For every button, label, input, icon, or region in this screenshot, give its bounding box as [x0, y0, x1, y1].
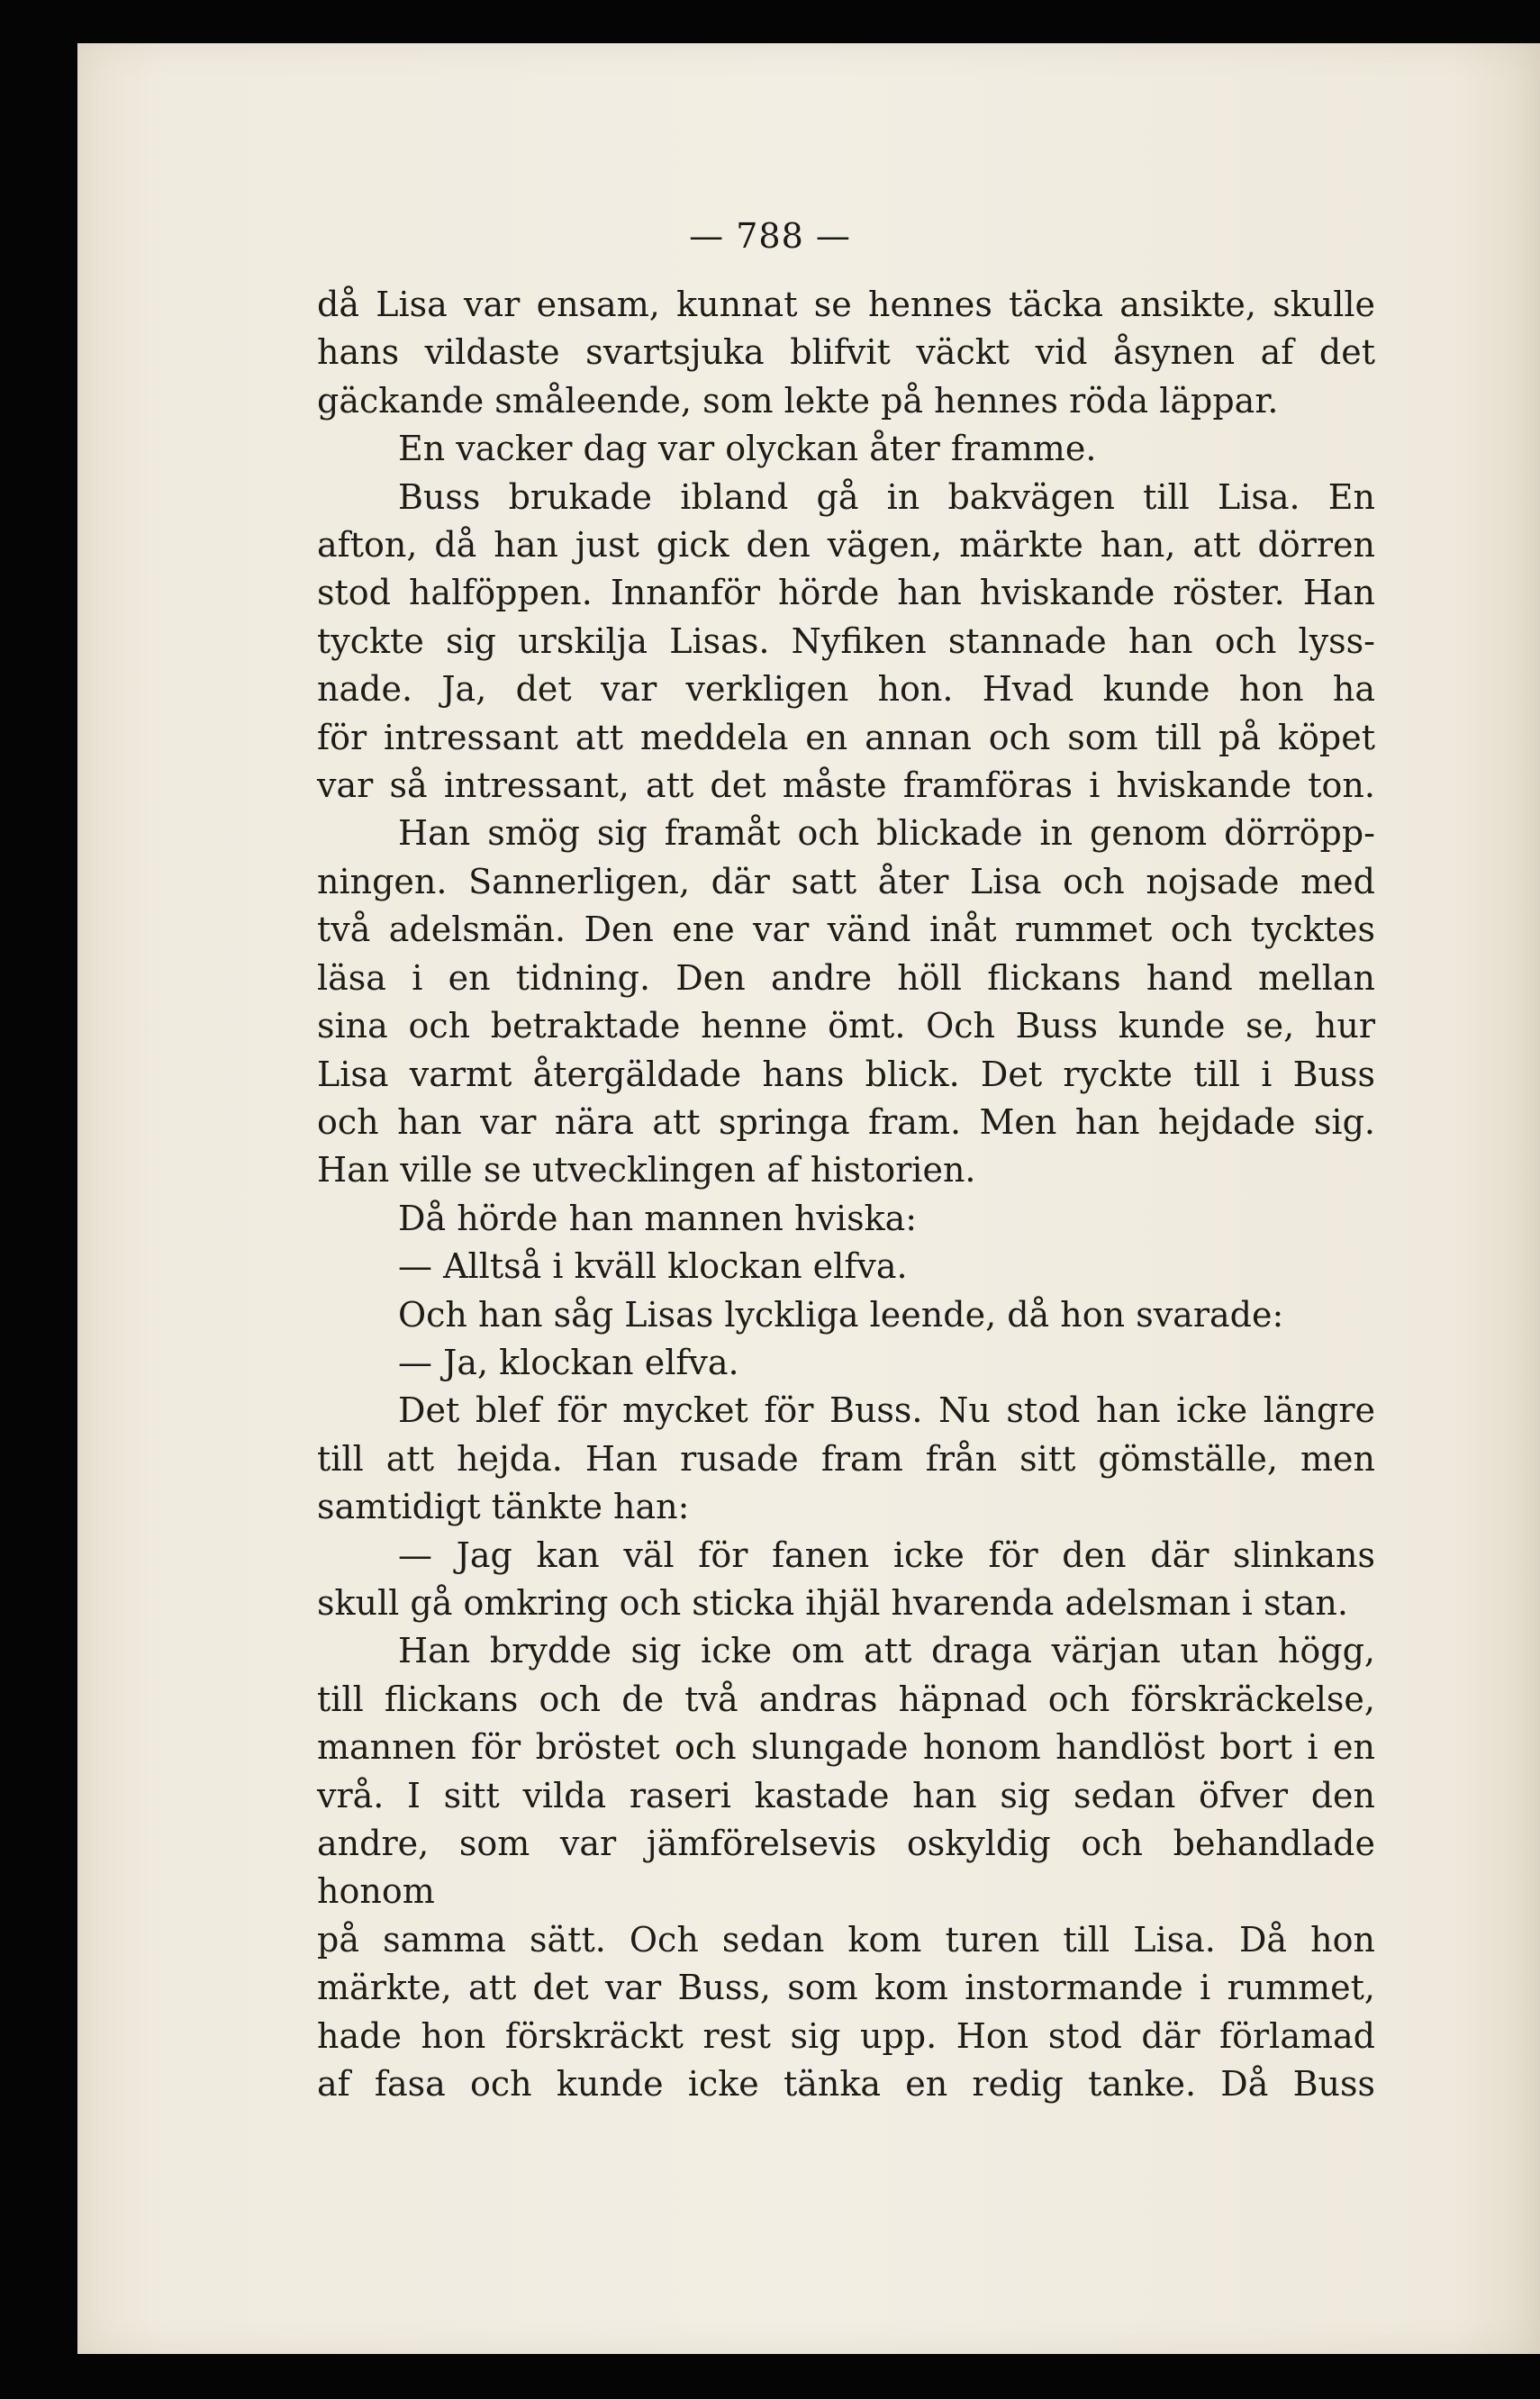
text-line: Då hörde han mannen hviska: [398, 1198, 918, 1238]
text-line: Buss brukade ibland gå in bakvägen till Lisa. En [398, 476, 1375, 517]
text-line: nade. Ja, det var verkligen hon. Hvad kunde hon ha [317, 669, 1375, 710]
text-line: Det blef för mycket för Buss. Nu stod han icke längre [398, 1390, 1375, 1431]
text-line: skull gå omkring och sticka ihjäl hvarenda adelsman i stan. [317, 1582, 1348, 1623]
text-line: af fasa och kunde icke tänka en redig tanke. Då Buss [317, 2064, 1375, 2105]
text-line: vrå. I sitt vilda raseri kastade han sig sedan öfver den [317, 1775, 1375, 1815]
text-line: på samma sätt. Och sedan kom turen till Lisa. Då hon [317, 1919, 1375, 1960]
dialogue-line: — Alltså i kväll klockan elfva. [398, 1246, 908, 1287]
text-line: och han var nära att springa fram. Men han hejdade sig. [317, 1101, 1375, 1142]
text-line: läsa i en tidning. Den andre höll flickans hand mellan [317, 957, 1375, 998]
text-line: märkte, att det var Buss, som kom instormande i rummet, [317, 1968, 1375, 2008]
text-line: mannen för bröstet och slungade honom handlöst bort i en [317, 1727, 1375, 1768]
text-line: gäckande småleende, som lekte på hennes röda läppar. [317, 380, 1279, 421]
text-line: hans vildaste svartsjuka blifvit väckt vid åsynen af det [317, 332, 1375, 373]
text-line: två adelsmän. Den ene var vänd inåt rummet och tycktes [317, 910, 1375, 950]
page-number: — 788 — [689, 216, 851, 256]
text-line: då Lisa var ensam, kunnat se hennes täcka ansikte, skulle [317, 285, 1375, 324]
text-line: till flickans och de två andras häpnad och förskräckelse, [317, 1679, 1375, 1719]
text-line: samtidigt tänkte han: [317, 1487, 690, 1527]
text-line: hade hon förskräckt rest sig upp. Hon stod där förlamad [317, 2015, 1375, 2056]
text-line: för intressant att meddela en annan och som till på köpet [317, 717, 1375, 757]
text-line: Han smög sig framåt och blickade in genom dörröpp- [398, 813, 1375, 854]
body-text [317, 281, 1375, 2108]
text-line: Lisa varmt återgäldade hans blick. Det ryckte till i Buss [317, 1054, 1375, 1094]
text-line: stod halföppen. Innanför hörde han hviskande röster. Han [317, 573, 1375, 613]
text-line: afton, då han just gick den vägen, märkte han, att dörren [317, 525, 1375, 566]
text-line: till att hejda. Han rusade fram från sitt gömställe, men [317, 1438, 1375, 1479]
text-line: Och han såg Lisas lyckliga leende, då hon svarade: [398, 1294, 1284, 1335]
text-line: Han brydde sig icke om att draga värjan utan högg, [398, 1631, 1375, 1671]
text-line: ningen. Sannerligen, där satt åter Lisa och nojsade med [317, 861, 1375, 901]
text-line: sina och betraktade henne ömt. Och Buss kunde se, hur [317, 1006, 1375, 1046]
text-line: andre, som var jämförelsevis oskyldig och behandlade honom [317, 1824, 1375, 1912]
dialogue-line: — Ja, klockan elfva. [398, 1342, 739, 1382]
text-line: Han ville se utvecklingen af historien. [317, 1150, 976, 1190]
text-line: tyckte sig urskilja Lisas. Nyfiken stannade han och lyss- [317, 620, 1375, 661]
text-line: En vacker dag var olyckan åter framme. [398, 429, 1097, 469]
text-line: var så intressant, att det måste framföras i hviskande ton. [317, 765, 1375, 806]
dialogue-line: — Jag kan väl för fanen icke för den där slinkans [398, 1534, 1375, 1575]
